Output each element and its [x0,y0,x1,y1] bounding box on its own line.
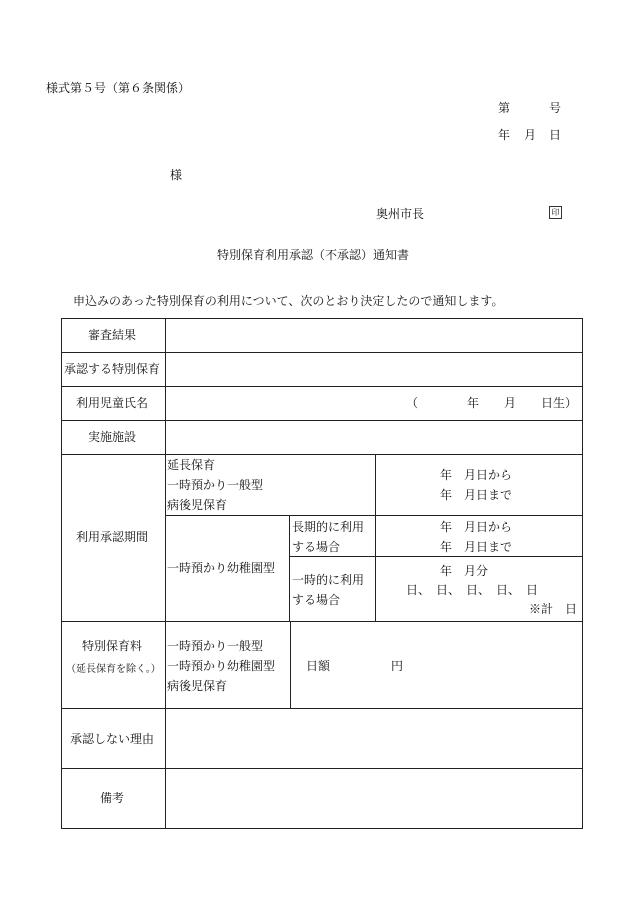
long-term-line1: 長期的に利用 [292,520,365,534]
birth-month-label: 月 [504,396,517,410]
facility-label: 実施施設 [88,430,137,444]
birth-year-label: 年 [467,396,480,410]
addressee-suffix: 様 [170,168,183,182]
days-total: ※計 日 [529,602,578,616]
long-term-line2: する場合 [292,540,341,554]
date-day-label: 日 [549,128,562,142]
period-label: 利用承認期間 [76,530,149,544]
intro-text: 申込みのあった特別保育の利用について、次のとおり決定したので通知します。 [73,294,504,308]
period-type-extended: 延長保育 [167,458,216,472]
review-result-label: 審査結果 [88,328,137,342]
seal-mark: 印 [549,206,562,219]
period-until-2: 年 月日まで [440,540,513,554]
birth-day-label: 日生） [541,396,578,410]
remarks-label: 備考 [100,791,125,805]
days-row: 日、 日、 日、 日、 日 [406,583,539,597]
fee-note: （延長保育を除く。） [66,664,161,675]
birth-open-paren: （ [406,396,419,410]
period-until-1: 年 月日まで [440,488,513,502]
temporary-line1: 一時的に利用 [292,573,365,587]
date-year-label: 年 [498,128,511,142]
fee-type-sick-child: 病後児保育 [167,679,228,693]
fee-label: 特別保育料 [82,639,143,653]
fee-type-temporary-general: 一時預かり一般型 [167,639,264,653]
child-name-label: 利用児童氏名 [76,396,149,410]
period-type-temporary-general: 一時預かり一般型 [167,478,264,492]
fee-type-kindergarten: 一時預かり幼稚園型 [167,659,276,673]
reject-reason-label: 承認しない理由 [70,732,155,746]
approved-care-label: 承認する特別保育 [64,362,161,376]
period-type-sick-child: 病後児保育 [167,498,228,512]
period-from-1: 年 月日から [440,468,513,482]
document-title: 特別保育利用承認（不承認）通知書 [217,248,410,262]
number-label-go: 号 [549,101,562,115]
year-month-label: 年 月分 [440,564,489,578]
kindergarten-type-label: 一時預かり幼稚園型 [167,561,276,575]
issuer-name: 奥州市長 [376,207,425,221]
number-label-dai: 第 [498,101,511,115]
form-number: 様式第５号（第６条関係） [46,81,191,95]
yen-label: 円 [391,659,404,673]
period-from-2: 年 月日から [440,520,513,534]
daily-rate-label: 日額 [306,659,331,673]
temporary-line2: する場合 [292,593,341,607]
date-month-label: 月 [524,128,537,142]
